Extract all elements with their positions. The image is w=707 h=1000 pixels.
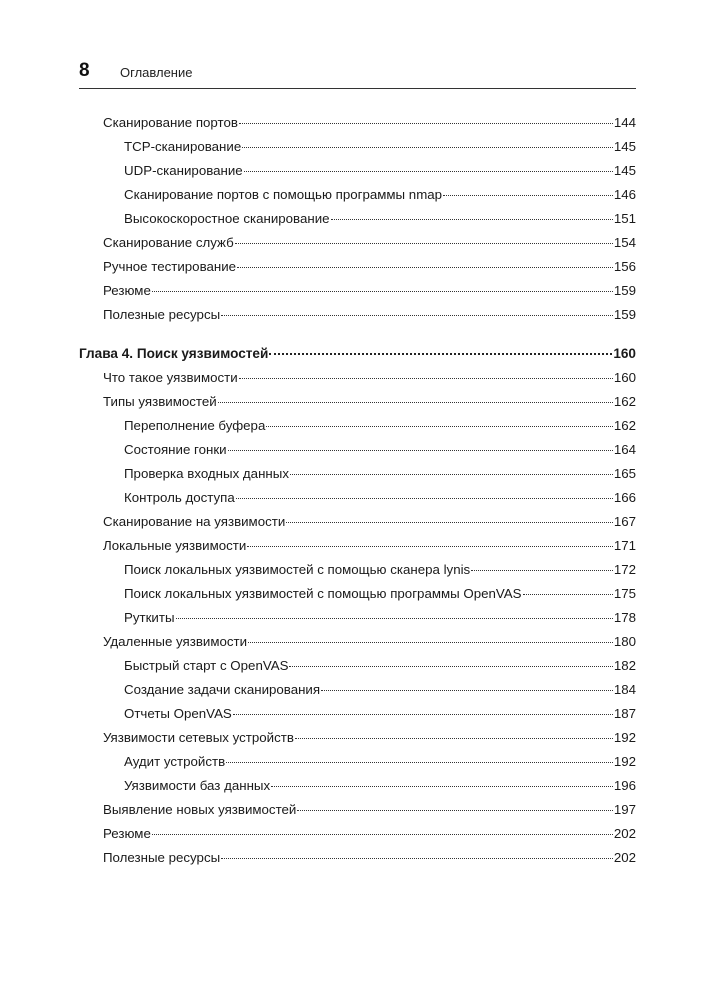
toc-entry-page: 166: [613, 490, 636, 505]
toc-entry-page: 145: [613, 163, 636, 178]
toc-entry-page: 159: [613, 307, 636, 322]
toc-entry-title: Глава 4. Поиск уязвимостей: [79, 346, 269, 361]
toc-entry-title: Проверка входных данных: [124, 466, 289, 481]
running-title: Оглавление: [120, 65, 193, 80]
toc-entry-title: Сканирование портов: [103, 115, 238, 130]
toc-entry: [103, 305, 636, 325]
toc-entry-title: Переполнение буфера: [124, 418, 266, 433]
toc-entry-title: Ручное тестирование: [103, 259, 237, 274]
toc-entry-page: 192: [613, 754, 636, 769]
dot-leader: [247, 546, 613, 547]
toc-entry-title: Локальные уязвимости: [103, 538, 247, 553]
toc-entry: [103, 848, 636, 868]
toc-entry-page: 165: [613, 466, 636, 481]
dot-leader: [221, 315, 613, 316]
toc-entry-title: Контроль доступа: [124, 490, 235, 505]
toc-entry-title: Руткиты: [124, 610, 175, 625]
dot-leader: [331, 219, 613, 220]
toc-entry-title: Отчеты OpenVAS: [124, 706, 232, 721]
toc-entry-page: 184: [613, 682, 636, 697]
toc-entry-page: 146: [613, 187, 636, 202]
toc-entry-title: Уязвимости сетевых устройств: [103, 730, 294, 745]
toc-entry: [103, 368, 636, 388]
toc-entry-page: 202: [613, 826, 636, 841]
toc-entry: [124, 416, 636, 436]
toc-entry-title: Высокоскоростное сканирование: [124, 211, 330, 226]
toc-entry-page: 164: [613, 442, 636, 457]
toc-entry-title: Поиск локальных уязвимостей с помощью сканера lynis: [124, 562, 471, 577]
dot-leader: [295, 738, 613, 739]
toc-entry-page: 187: [613, 706, 636, 721]
dot-leader: [239, 123, 613, 124]
dot-leader: [152, 291, 613, 292]
toc-entry-page: 171: [613, 538, 636, 553]
toc-entry-page: 172: [613, 562, 636, 577]
dot-leader: [290, 474, 613, 475]
toc-entry: [103, 512, 636, 532]
dot-leader: [443, 195, 613, 196]
toc-entry: [103, 536, 636, 556]
toc-entry-page: 167: [613, 514, 636, 529]
toc-entry: [124, 656, 636, 676]
toc-entry: [124, 704, 636, 724]
toc-entry-title: Полезные ресурсы: [103, 850, 221, 865]
toc-entry-title: Сканирование служб: [103, 235, 234, 250]
dot-leader: [233, 714, 613, 715]
dot-leader: [226, 762, 613, 763]
toc-entry-page: 159: [613, 283, 636, 298]
toc-entry-page: 154: [613, 235, 636, 250]
toc-entry: [103, 392, 636, 412]
toc-entry: [124, 185, 636, 205]
toc-entry-title: Сканирование на уязвимости: [103, 514, 286, 529]
toc-entry-title: Типы уязвимостей: [103, 394, 217, 409]
toc-entry: [124, 464, 636, 484]
toc-entry-page: 160: [613, 346, 636, 361]
toc-entry-title: Поиск локальных уязвимостей с помощью программы OpenVAS: [124, 586, 522, 601]
toc-entry-page: 160: [613, 370, 636, 385]
toc-entry-title: UDP-сканирование: [124, 163, 243, 178]
toc-entry: [103, 233, 636, 253]
dot-leader: [523, 594, 613, 595]
toc-entry-page: 192: [613, 730, 636, 745]
toc-chapter-entry: [79, 344, 636, 364]
toc-entry: [124, 776, 636, 796]
toc-entry: [103, 800, 636, 820]
dot-leader: [471, 570, 613, 571]
toc-entry: [124, 584, 636, 604]
dot-leader: [266, 426, 612, 427]
toc-entry-title: Выявление новых уязвимостей: [103, 802, 297, 817]
dot-leader: [218, 402, 613, 403]
toc-entry-title: Резюме: [103, 283, 151, 298]
toc-entry-title: Создание задачи сканирования: [124, 682, 321, 697]
toc-entry: [124, 752, 636, 772]
dot-leader: [271, 786, 613, 787]
toc-entry: [103, 632, 636, 652]
toc-entry-title: Сканирование портов с помощью программы nmap: [124, 187, 443, 202]
dot-leader: [248, 642, 613, 643]
dot-leader: [321, 690, 613, 691]
toc-entry-page: 175: [613, 586, 636, 601]
toc-entry: [124, 209, 636, 229]
toc-entry-page: 197: [613, 802, 636, 817]
page-number: 8: [79, 60, 90, 81]
toc-entry-page: 182: [613, 658, 636, 673]
toc-entry-page: 144: [613, 115, 636, 130]
toc-entry: [103, 113, 636, 133]
dot-leader: [289, 666, 612, 667]
dot-leader: [228, 450, 613, 451]
toc-entry: [103, 257, 636, 277]
dot-leader: [297, 810, 612, 811]
dot-leader: [235, 243, 613, 244]
toc-entry-title: Уязвимости баз данных: [124, 778, 271, 793]
toc-entry-page: 162: [613, 394, 636, 409]
dot-leader: [239, 378, 613, 379]
toc-entry: [124, 161, 636, 181]
toc-entry-page: 196: [613, 778, 636, 793]
page-header: [79, 58, 636, 89]
dot-leader: [236, 498, 613, 499]
toc-entry-title: Что такое уязвимости: [103, 370, 238, 385]
dot-leader: [244, 171, 613, 172]
dot-leader: [286, 522, 613, 523]
toc-entry-title: Резюме: [103, 826, 151, 841]
toc-entry-title: TCP-сканирование: [124, 139, 242, 154]
dot-leader: [221, 858, 613, 859]
toc-entry-page: 202: [613, 850, 636, 865]
dot-leader: [237, 267, 613, 268]
dot-leader: [152, 834, 613, 835]
toc-entry-title: Полезные ресурсы: [103, 307, 221, 322]
toc-entry: [124, 680, 636, 700]
toc-entry-page: 145: [613, 139, 636, 154]
toc-entry: [124, 608, 636, 628]
dot-leader: [269, 353, 612, 355]
toc-entry: [124, 137, 636, 157]
toc-entry-page: 151: [613, 211, 636, 226]
toc-entry-page: 162: [613, 418, 636, 433]
toc-entry-title: Удаленные уязвимости: [103, 634, 248, 649]
toc-entry-page: 178: [613, 610, 636, 625]
toc-entry: [103, 281, 636, 301]
toc-entry-title: Состояние гонки: [124, 442, 227, 457]
toc-entry-page: 156: [613, 259, 636, 274]
toc-entry: [124, 488, 636, 508]
toc-entry-page: 180: [613, 634, 636, 649]
toc-entry: [103, 824, 636, 844]
toc-entry: [103, 728, 636, 748]
toc-entry: [124, 560, 636, 580]
toc-entry: [124, 440, 636, 460]
toc-entry-title: Быстрый старт с OpenVAS: [124, 658, 289, 673]
toc-entry-title: Аудит устройств: [124, 754, 226, 769]
dot-leader: [176, 618, 613, 619]
dot-leader: [242, 147, 613, 148]
